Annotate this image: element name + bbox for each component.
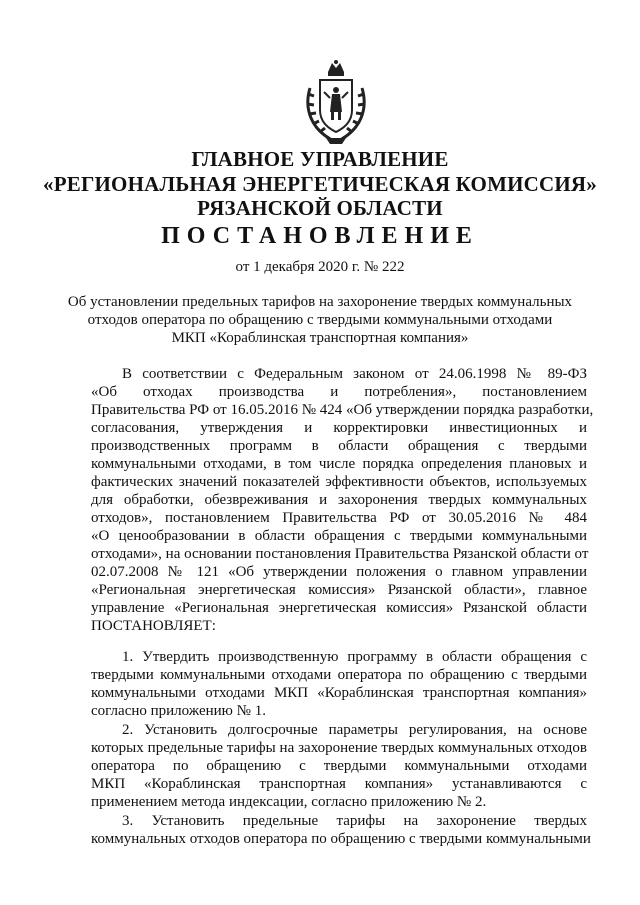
document-date-number: от 1 декабря 2020 г. № 222	[235, 259, 405, 275]
body-line: производственных программ в области обращения с твердыми	[91, 438, 587, 454]
body-line: ПОСТАНОВЛЯЕТ:	[91, 618, 216, 634]
item-1-line: коммунальными отходами МКП «Кораблинская транспортная компания»	[91, 685, 587, 701]
item-3-line: 3. Установить предельные тарифы на захоронение твердых	[122, 813, 587, 829]
org-name-line-2: «РЕГИОНАЛЬНАЯ ЭНЕРГЕТИЧЕСКАЯ КОМИССИЯ»	[43, 172, 597, 196]
item-2-line: оператора по обращению с твердыми коммунальными отходами	[91, 758, 587, 774]
body-line: отходов», постановлением Правительства РФ от 30.05.2016 № 484	[91, 510, 587, 526]
body-line: для обработки, обезвреживания и захоронения твердых коммунальных	[91, 492, 587, 508]
item-3-line: коммунальных отходов оператора по обращению с твердыми коммунальными	[91, 831, 591, 847]
body-line: «О ценообразовании в области обращения с твердыми коммунальными	[91, 528, 587, 544]
org-name-line-3: РЯЗАНСКОЙ ОБЛАСТИ	[197, 196, 443, 220]
item-1-line: согласно приложению № 1.	[91, 703, 266, 719]
item-2-line: МКП «Кораблинская транспортная компания» устанавливаются с	[91, 776, 587, 792]
item-1-line: 1. Утвердить производственную программу в области обращения с	[122, 649, 587, 665]
org-name-line-1: ГЛАВНОЕ УПРАВЛЕНИЕ	[191, 147, 449, 171]
body-line: отходами», на основании постановления Правительства Рязанской области от	[91, 546, 589, 562]
body-line: согласования, утверждения и корректировки инвестиционных и	[91, 420, 587, 436]
subject-line: Об установлении предельных тарифов на захоронение твердых коммунальных	[67, 294, 573, 310]
subject-line: МКП «Кораблинская транспортная компания»	[171, 330, 469, 346]
item-1-line: твердыми коммунальными отходами оператора по обращению с твердыми	[91, 667, 587, 683]
body-line: 02.07.2008 № 121 «Об утверждении положения о главном управлении	[91, 564, 587, 580]
document-type-title: ПОСТАНОВЛЕНИЕ	[161, 223, 479, 249]
body-line: фактических значений показателей эффективности объектов, используемых	[91, 474, 587, 490]
body-line: В соответствии с Федеральным законом от 24.06.1998 № 89-ФЗ	[122, 366, 587, 382]
body-line: «Региональная энергетическая комиссия» Рязанской области», главное	[91, 582, 587, 598]
body-line: управление «Региональная энергетическая комиссия» Рязанской области	[91, 600, 587, 616]
item-2-line: 2. Установить долгосрочные параметры регулирования, на основе	[122, 722, 587, 738]
body-line: Правительства РФ от 16.05.2016 № 424 «Об утверждении порядка разработки,	[91, 402, 594, 418]
item-2-line: применением метода индексации, согласно приложению № 2.	[91, 794, 487, 810]
document-subject	[0, 293, 640, 347]
subject-line: отходов оператора по обращению с твердыми коммунальными отходами	[87, 312, 553, 328]
body-line: коммунальными отходами, в том числе порядка определения плановых и	[91, 456, 587, 472]
ryazan-coat-of-arms-icon	[296, 58, 376, 148]
item-2-line: которых предельные тарифы на захоронение твердых коммунальных отходов	[91, 740, 587, 756]
body-line: «Об отходах производства и потребления», постановлением	[91, 384, 587, 400]
